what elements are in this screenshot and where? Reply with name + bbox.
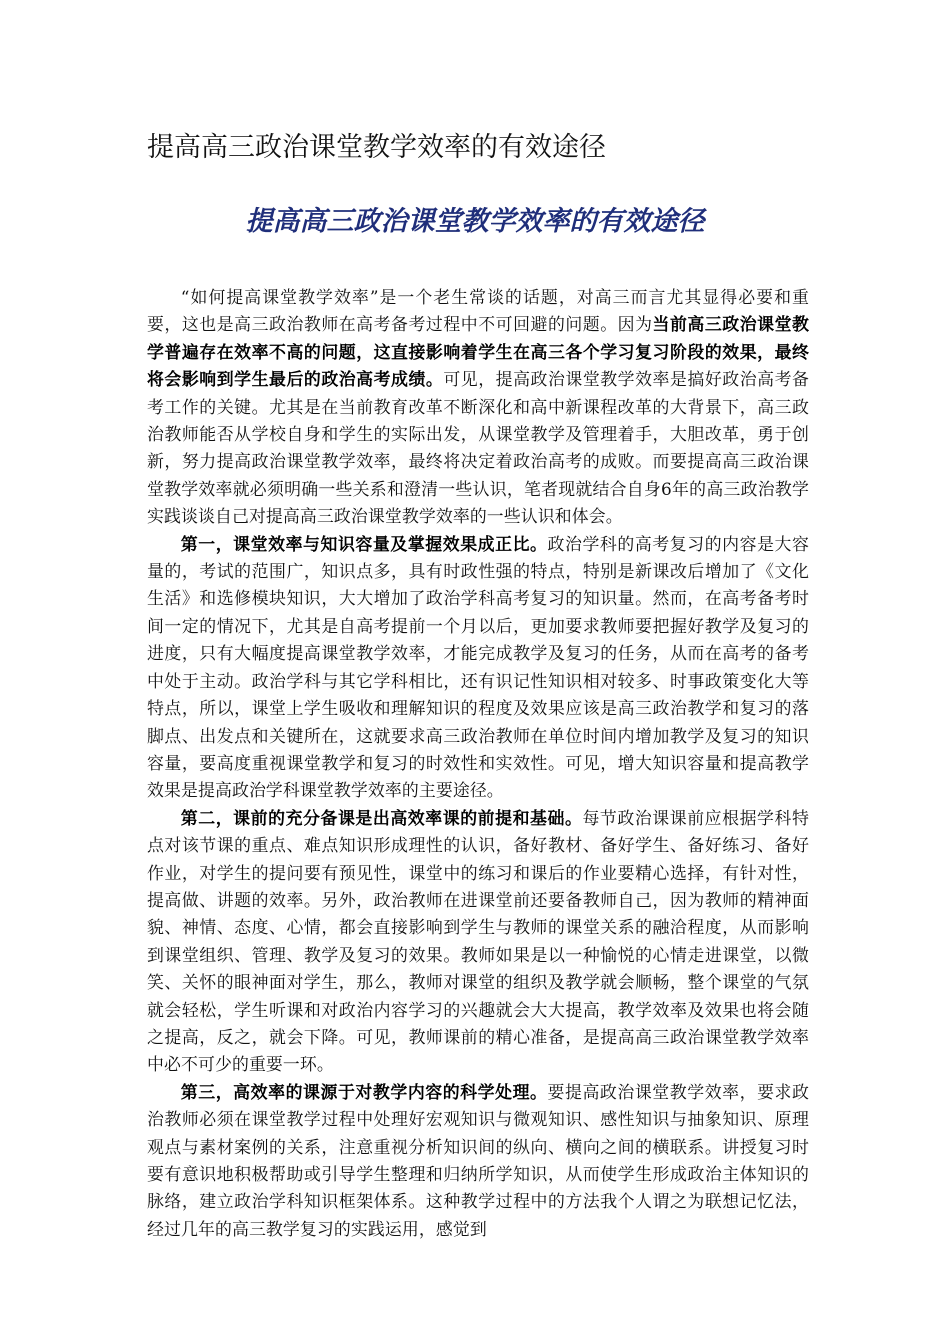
paragraph-text: 政治学科的高考复习的内容是大容量的，考试的范围广，知识点多，具有时政性强的特点，特别是新课改后增加了《文化生活》和选修模块知识，大大增加了政治学科高考复习的知识量。然而，在高考备考时间一定的情况下，尤其是自高考提前一个月以后，更加要求教师要把握好教学及复习的进度，只有大幅度提高课堂教学效率，才能完成教学及复习的任务，从而在高考的备考中处于主动。政治学科与其它学科相比，还有识记性知识相对较多、时事政策变化大等特点，所以，课堂上学生吸收和理解知识的程度及效果应该是高三政治教学和复习的落脚点、出发点和关键所在，这就要求高三政治教师在单位时间内增加教学及复习的知识容量，要高度重视课堂教学和复习的时效性和实效性。可见，增大知识容量和提高教学效果是提高政治学科课堂教学效率的主要途径。: [147, 533, 810, 801]
bold-heading: 第一，课堂效率与知识容量及掌握效果成正比。: [180, 533, 548, 554]
paragraph-third-point: [147, 1079, 809, 1243]
paragraph-second-point: [147, 805, 809, 1079]
document-title: 提高高三政治课堂教学效率的有效途径: [245, 206, 705, 237]
paragraph-text: 要提高政治课堂教学效率，要求政治教师必须在课堂教学过程中处理好宏观知识与微观知识、感性知识与抽象知识、原理观点与素材案例的关系，注意重视分析知识间的纵向、横向之间的横联系。讲授复习时要有意识地积极帮助或引导学生整理和归纳所学知识，从而使学生形成政治主体知识的脉络，建立政治学科知识框架体系。这种教学过程中的方法我个人谓之为联想记忆法，经过几年的高三教学复习的实践运用，感觉到: [147, 1081, 810, 1239]
bold-heading: 第三，高效率的课源于对教学内容的科学处理。: [180, 1081, 548, 1102]
paragraph-text: 可见，提高政治课堂教学效率是搞好政治高考备考工作的关键。尤其是在当前教育改革不断深化和高中新课程改革的大背景下，高三政治教师能否从学校自身和学生的实际出发，从课堂教学及管理着手，大胆改革，勇于创新，努力提高政治课堂教学效率，最终将决定着政治高考的成败。而要提高高三政治课堂教学效率就必须明确一些关系和澄清一些认识，笔者现就结合自身6年的高三政治教学实践谈谈自己对提高高三政治课堂教学效率的一些认识和体会。: [147, 369, 809, 527]
bold-heading: 第二，课前的充分备课是出高效率课的前提和基础。: [180, 807, 583, 828]
paragraph-text: “如何提高课堂教学效率”是一个老生常谈的话题，对高三而言尤其显得必要和重要，这也是高三政治教师在高考备考过程中不可回避的问题。因为: [147, 287, 809, 335]
document-header: 提高高三政治课堂教学效率的有效途径: [147, 132, 606, 163]
bold-text: 当前高三政治课堂教学普遍存在效率不高的问题，这直接影响着学生在高三各个学习复习阶段的效果，最终将会影响到学生最后的政治高考成绩。: [147, 314, 809, 390]
document-body: [147, 284, 809, 1243]
paragraph-text: 每节政治课课前应根据学科特点对该节课的重点、难点知识形成理性的认识，备好教材、备好学生、备好练习、备好作业，对学生的提问要有预见性，课堂中的练习和课后的作业要精心选择，有针对性，提高做、讲题的效率。另外，政治教师在进课堂前还要备教师自己，因为教师的精神面貌、神情、态度、心情，都会直接影响到学生与教师的课堂关系的融洽程度，从而影响到课堂组织、管理、教学及复习的效果。教师如果是以一种愉悦的心情走进课堂，以微笑、关怀的眼神面对学生，那么，教师对课堂的组织及教学就会顺畅，整个课堂的气氛就会轻松，学生听课和对政治内容学习的兴趣就会大大提高，教学效率及效果也将会随之提高，反之，就会下降。可见，教师课前的精心准备，是提高高三政治课堂教学效率中必不可少的重要一环。: [147, 807, 809, 1075]
paragraph-intro: [147, 284, 809, 531]
paragraph-first-point: [147, 531, 809, 805]
